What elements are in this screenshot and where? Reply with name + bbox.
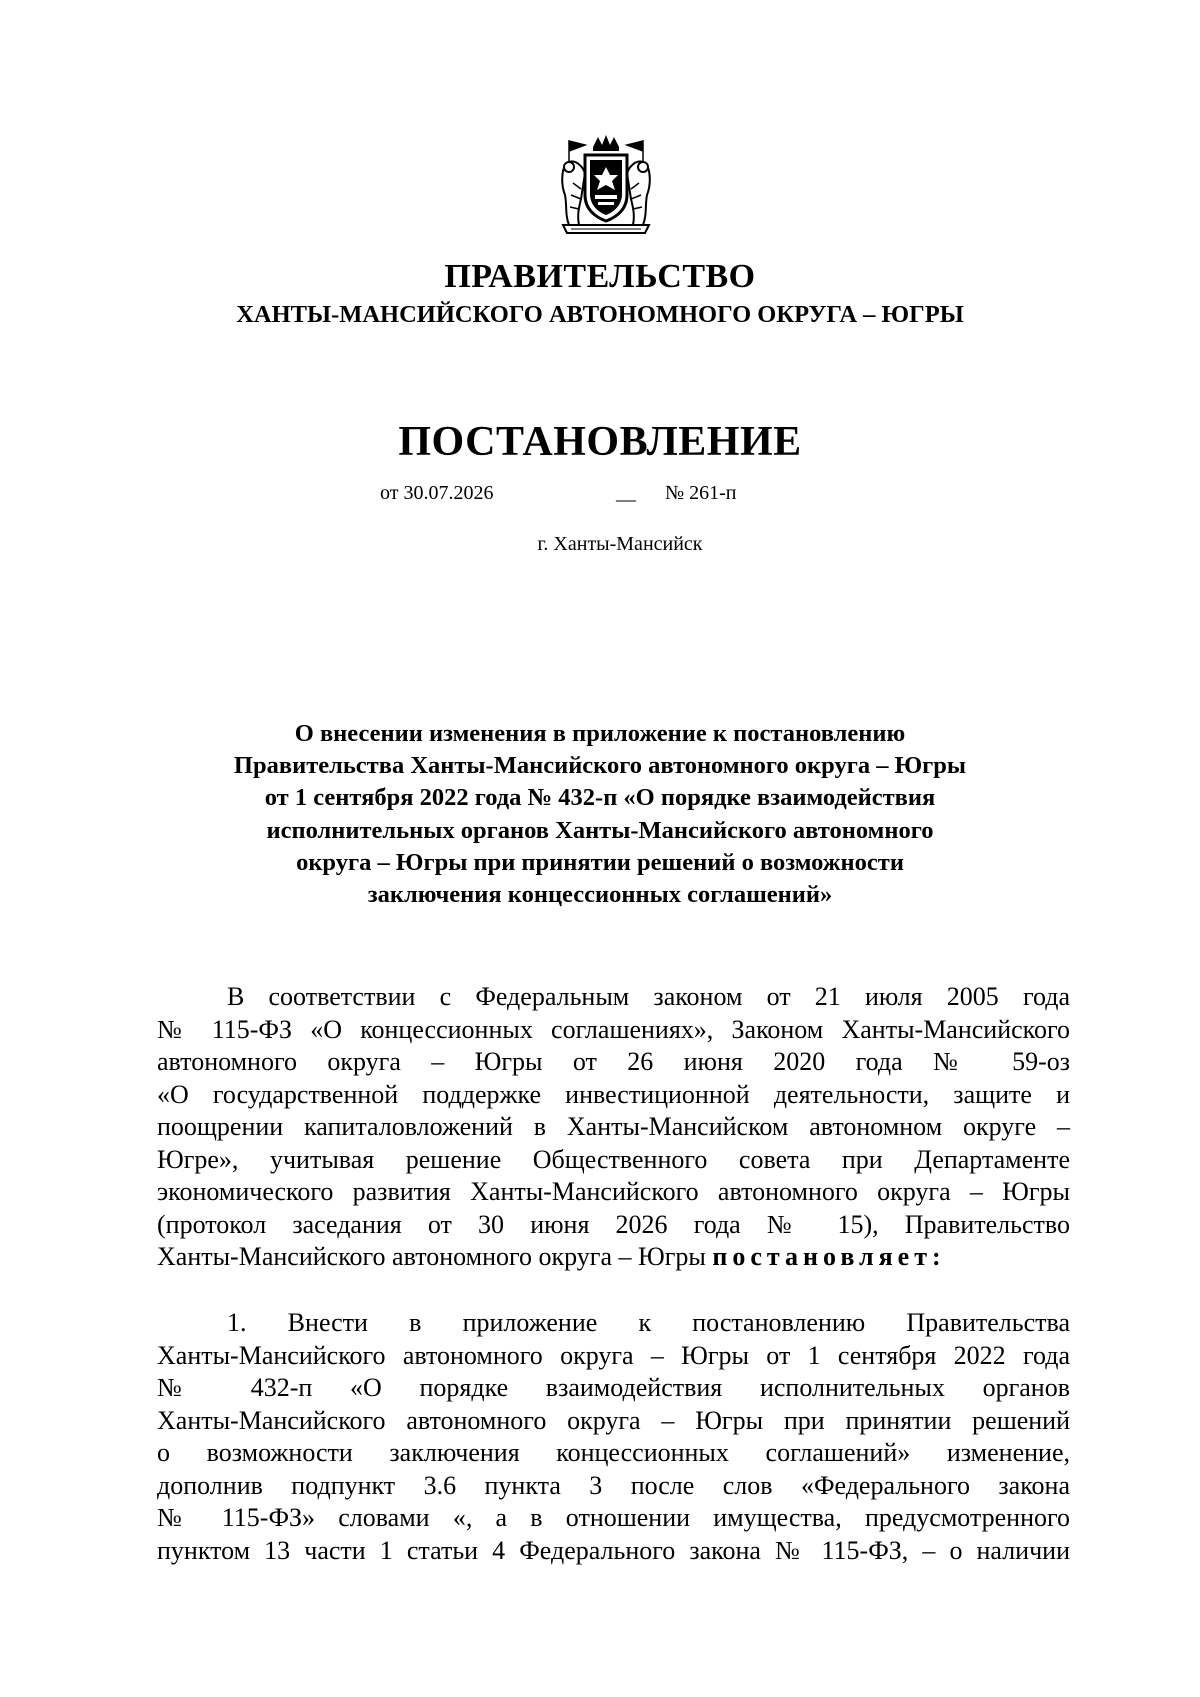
government-subtitle: ХАНТЫ-МАНСИЙСКОГО АВТОНОМНОГО ОКРУГА – ЮГРЫ [236,301,964,328]
subject-line: Правительства Ханты-Мансийского автономного округа – Югры [233,752,967,780]
paragraph-line-final [157,1241,1070,1274]
document-date: от 30.07.2026 [380,482,494,504]
paragraph-line: автономного округа – Югры от 26 июня 2020 года № 59-оз [157,1047,1070,1076]
paragraph-line: о возможности заключения концессионных соглашений» изменение, [157,1438,1070,1467]
document-date-gap: __ [616,482,636,504]
paragraph-line: № 115-ФЗ «О концессионных соглашениях», Законом Ханты-Мансийского [157,1014,1070,1044]
subject-line: округа – Югры при принятии решений о возможности [296,848,904,876]
paragraph-line: (протокол заседания от 30 июня 2026 года № 15), Правительство [157,1209,1070,1239]
paragraph-line: Ханты-Мансийского автономного округа – Югры от 1 сентября 2022 года [157,1340,1070,1370]
paragraph-line: Югре», учитывая решение Общественного совета при Департаменте [157,1144,1070,1174]
coat-of-arms-icon [555,133,657,237]
paragraph-line: экономического развития Ханты-Мансийского автономного округа – Югры [157,1177,1070,1206]
paragraph-line: «О государственной поддержке инвестиционной деятельности, защите и [157,1079,1070,1109]
government-title: ПРАВИТЕЛЬСТВО [444,258,756,295]
subject-line: от 1 сентября 2022 года № 432-п «О порядке взаимодействия [264,784,936,812]
subject-line: О внесении изменения в приложение к постановлению [294,720,906,747]
preamble-paragraph [157,981,1070,1274]
paragraph-line: 1. Внести в приложение к постановлению Правительства [227,1308,1070,1337]
paragraph-line: № 432-п «О порядке взаимодействия исполнительных органов [157,1373,1070,1402]
document-city: г. Ханты-Мансийск [537,533,703,555]
paragraph-line-text: Ханты-Мансийского автономного округа – Югры [157,1242,713,1271]
paragraph-line: Ханты-Мансийского автономного округа – Югры при принятии решений [157,1405,1070,1435]
document-subject [170,718,1030,911]
subject-line: исполнительных органов Ханты-Мансийского автономного [266,816,934,844]
paragraph-line: В соответствии с Федеральным законом от 21 июля 2005 года [227,982,1070,1011]
item-1-paragraph [157,1307,1070,1567]
subject-line: заключения концессионных соглашений» [367,881,833,909]
paragraph-line: пунктом 13 части 1 статьи 4 Федерального закона № 115-ФЗ, – о наличии [157,1535,1070,1565]
paragraph-line: № 115-ФЗ» словами «, а в отношении имущества, предусмотренного [157,1503,1070,1532]
paragraph-line: поощрении капиталовложений в Ханты-Мансийском автономном округе – [157,1112,1070,1141]
resolves-keyword: постановляет: [712,1242,946,1271]
document-type: ПОСТАНОВЛЕНИЕ [398,419,802,465]
document-number: № 261-п [665,482,737,504]
paragraph-line: дополнив подпункт 3.6 пункта 3 после слов «Федерального закона [157,1470,1070,1500]
